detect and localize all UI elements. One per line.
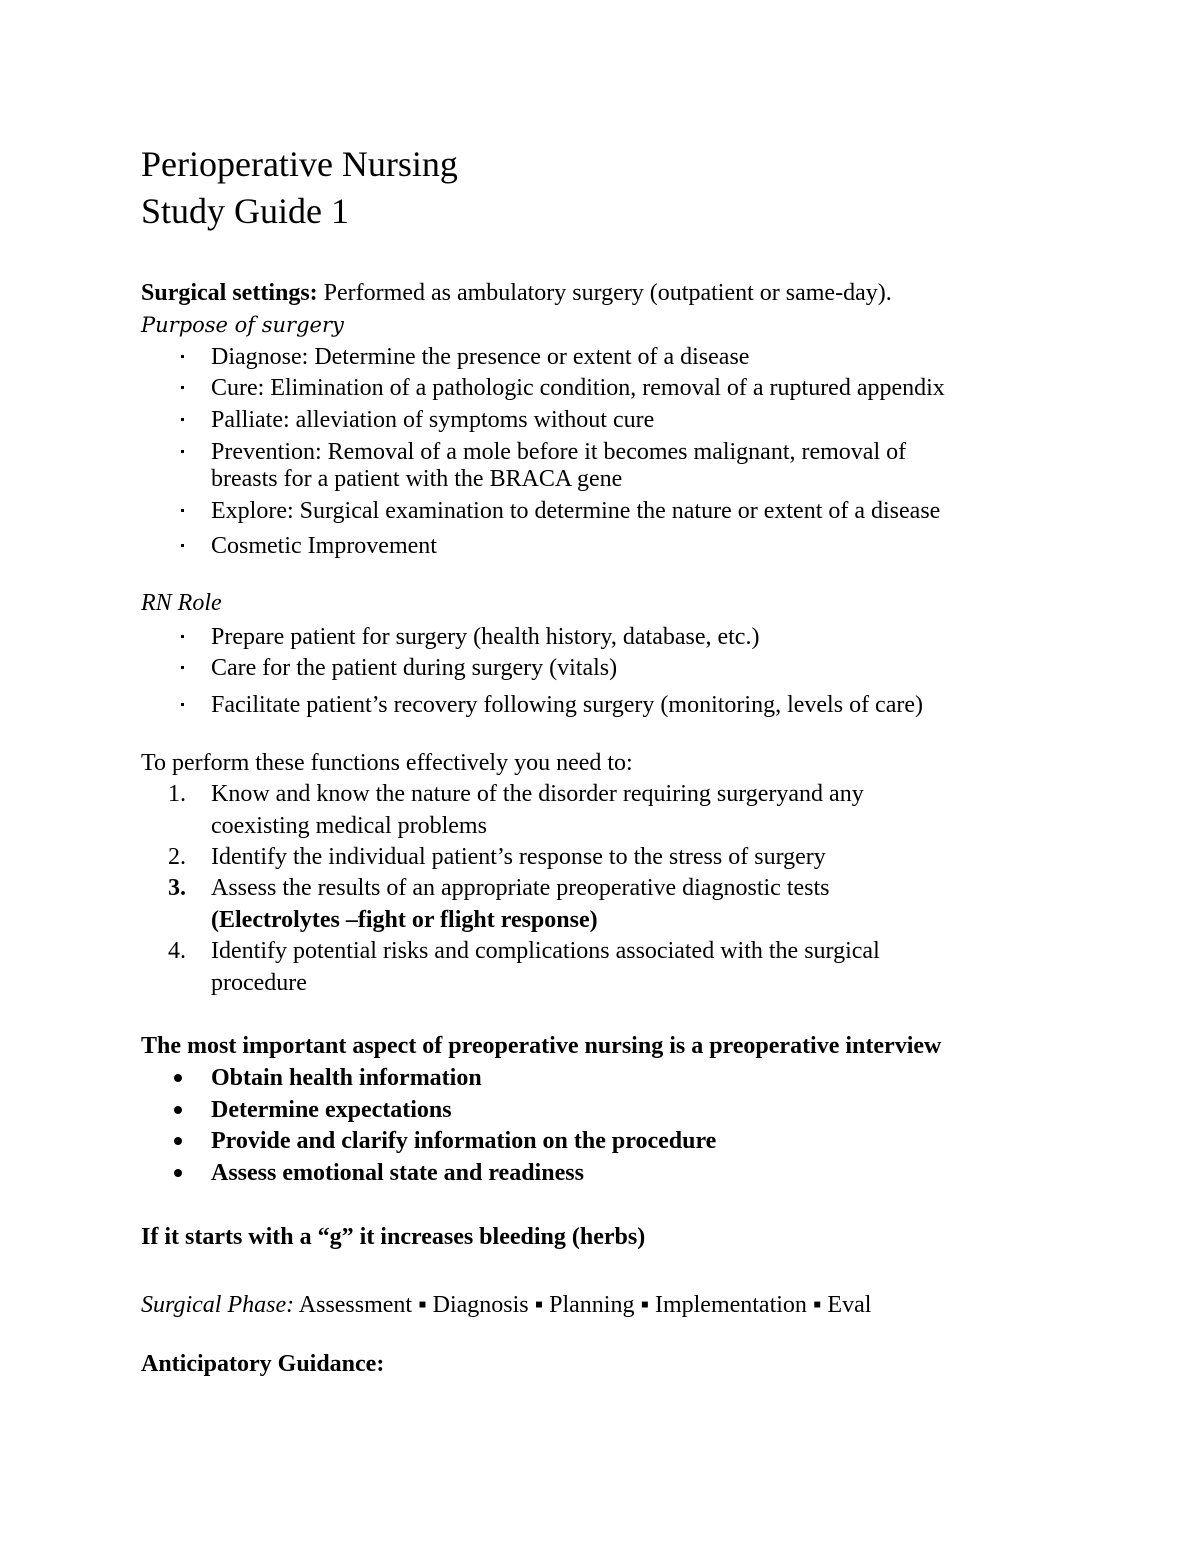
functions-intro: To perform these functions effectively you need to: (141, 750, 633, 776)
bullet-square (181, 666, 184, 669)
bullet-dot (174, 1106, 182, 1114)
list-number: 3. (168, 875, 186, 901)
bullet-square (181, 386, 184, 389)
functions-item: Identify potential risks and complications associated with the surgical (211, 938, 880, 964)
interview-item: Determine expectations (211, 1097, 452, 1123)
surgical-phase-text: Assessment ▪ Diagnosis ▪ Planning ▪ Implementation ▪ Eval (294, 1292, 872, 1318)
bullet-square (181, 703, 184, 706)
purpose-item: Diagnose: Determine the presence or extent of a disease (211, 344, 750, 370)
rn-role-item: Prepare patient for surgery (health history, database, etc.) (211, 624, 760, 650)
herbs-note: If it starts with a “g” it increases bleeding (herbs) (141, 1224, 646, 1250)
purpose-item-continued: breasts for a patient with the BRACA gene (211, 466, 623, 492)
bullet-square (181, 418, 184, 421)
purpose-item: Cure: Elimination of a pathologic condition, removal of a ruptured appendix (211, 375, 945, 401)
rn-role-item: Care for the patient during surgery (vitals) (211, 655, 618, 681)
functions-item: Assess the results of an appropriate preoperative diagnostic tests (211, 875, 830, 901)
bullet-square (181, 355, 184, 358)
surgical-phase-label: Surgical Phase: (141, 1292, 295, 1318)
bullet-square (181, 635, 184, 638)
interview-heading: The most important aspect of preoperative nursing is a preoperative interview (141, 1033, 942, 1059)
purpose-item: Explore: Surgical examination to determine the nature or extent of a disease (211, 498, 941, 524)
interview-item: Obtain health information (211, 1065, 482, 1091)
bullet-dot (174, 1074, 182, 1082)
functions-item-emphasis: (Electrolytes –fight or flight response) (211, 907, 598, 933)
document-subtitle: Study Guide 1 (141, 191, 350, 231)
surgical-settings-text: Performed as ambulatory surgery (outpatient or same-day). (317, 280, 892, 306)
bullet-square (181, 509, 184, 512)
purpose-item: Cosmetic Improvement (211, 533, 437, 559)
functions-item: Know and know the nature of the disorder requiring surgeryand any (211, 781, 864, 807)
surgical-phase-line (141, 1290, 871, 1320)
interview-item: Provide and clarify information on the procedure (211, 1128, 717, 1154)
surgical-settings-line (141, 278, 892, 308)
purpose-item: Prevention: Removal of a mole before it becomes malignant, removal of (211, 439, 907, 465)
bullet-square (181, 544, 184, 547)
purpose-heading: Purpose of surgery (141, 313, 344, 337)
document-title: Perioperative Nursing (141, 144, 458, 184)
bullet-square (181, 450, 184, 453)
functions-item-continued: coexisting medical problems (211, 813, 487, 839)
surgical-settings-label: Surgical settings: (141, 280, 318, 306)
list-number: 1. (168, 781, 186, 807)
bullet-dot (174, 1137, 182, 1145)
functions-item: Identify the individual patient’s response to the stress of surgery (211, 844, 826, 870)
list-number: 4. (168, 938, 186, 964)
purpose-item: Palliate: alleviation of symptoms without cure (211, 407, 655, 433)
interview-item: Assess emotional state and readiness (211, 1160, 584, 1186)
anticipatory-guidance-heading: Anticipatory Guidance: (141, 1351, 385, 1377)
rn-role-heading: RN Role (141, 590, 222, 616)
bullet-dot (174, 1169, 182, 1177)
functions-item-continued: procedure (211, 970, 307, 996)
list-number: 2. (168, 844, 186, 870)
rn-role-item: Facilitate patient’s recovery following surgery (monitoring, levels of care) (211, 692, 923, 718)
